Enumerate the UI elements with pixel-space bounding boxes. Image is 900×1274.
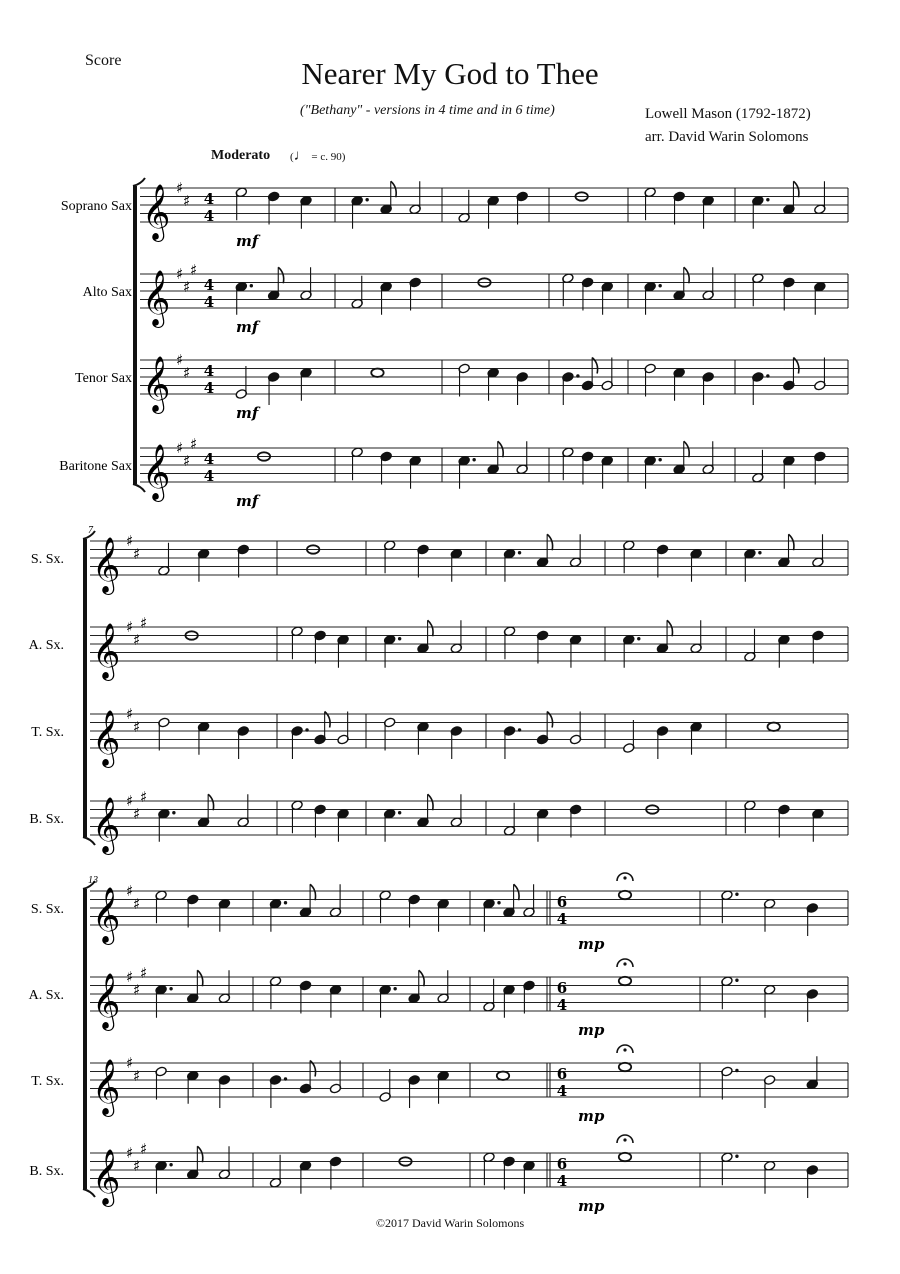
time-signature-denominator: 4 (203, 467, 215, 485)
eighth-flag (197, 1146, 202, 1162)
dot (518, 728, 521, 731)
time-signature-numerator: 4 (203, 276, 215, 294)
dot (735, 893, 738, 896)
eighth-flag (278, 267, 283, 283)
time-signature-numerator: 4 (203, 362, 215, 380)
time-signature-denominator: 4 (203, 207, 215, 225)
whole-note (497, 1072, 509, 1080)
sharp-icon: ♯ (126, 705, 134, 723)
instrument-label: T. Sx. (31, 1074, 64, 1089)
dynamic-marking: mp (578, 1107, 605, 1125)
sharp-icon: ♯ (183, 363, 191, 382)
dot (472, 458, 475, 461)
tempo-marking: (♩ = c. 90) (290, 148, 346, 164)
quarter-note-icon: ♩ (293, 148, 309, 164)
staff-4 (29, 788, 848, 855)
sharp-icon: ♯ (140, 613, 148, 632)
treble-clef-icon: 𝄞 (92, 1149, 121, 1205)
sharp-icon: ♯ (133, 894, 141, 913)
time-signature-denominator: 4 (203, 293, 215, 311)
system-2 (29, 525, 848, 855)
treble-clef-icon: 𝄞 (92, 537, 121, 593)
sharp-icon: ♯ (176, 179, 184, 197)
sharp-icon: ♯ (176, 351, 184, 369)
instrument-label: S. Sx. (30, 902, 64, 917)
staff-2 (83, 261, 848, 336)
eighth-flag (514, 884, 519, 900)
sharp-icon: ♯ (126, 618, 134, 636)
composer-credit: Lowell Mason (1792-1872) (645, 106, 811, 122)
eighth-flag (428, 620, 433, 636)
system-1 (59, 178, 848, 510)
sharp-icon: ♯ (126, 968, 134, 986)
eighth-flag (310, 884, 315, 900)
tempo-text: Moderato (211, 148, 271, 163)
instrument-label: A. Sx. (28, 988, 64, 1003)
copyright: ©2017 David Warin Solomons (375, 1216, 525, 1230)
dot (497, 901, 500, 904)
whole-note (619, 891, 631, 899)
sharp-icon: ♯ (126, 1054, 134, 1072)
time-signature-numerator: 6 (556, 979, 568, 997)
time-signature-denominator: 4 (556, 910, 568, 928)
eighth-flag (391, 181, 396, 197)
eighth-flag (208, 794, 213, 810)
dot (735, 979, 738, 982)
time-signature-numerator: 6 (556, 1155, 568, 1173)
eighth-flag (419, 970, 424, 986)
eighth-flag (684, 441, 689, 457)
time-signature-denominator: 4 (556, 1082, 568, 1100)
dot (305, 728, 308, 731)
system-3 (29, 873, 848, 1215)
eighth-flag (789, 534, 794, 550)
time-signature-numerator: 4 (203, 190, 215, 208)
whole-note (619, 1063, 631, 1071)
dot (518, 551, 521, 554)
dot (735, 1155, 738, 1158)
page-title: Nearer My God to Thee (301, 56, 599, 91)
sharp-icon: ♯ (133, 1066, 141, 1085)
dot (398, 637, 401, 640)
treble-clef-icon: 𝄞 (92, 887, 121, 943)
dot (735, 1069, 738, 1072)
treble-clef-icon: 𝄞 (142, 444, 171, 500)
fermata-dot (623, 876, 626, 879)
dot (169, 987, 172, 990)
whole-note (768, 723, 780, 731)
treble-clef-icon: 𝄞 (142, 184, 171, 240)
dot (758, 551, 761, 554)
dot (250, 284, 253, 287)
eighth-flag (428, 794, 433, 810)
instrument-label: Baritone Sax (59, 459, 132, 474)
dynamic-marking: mf (236, 318, 259, 336)
sharp-icon: ♯ (176, 439, 184, 457)
treble-clef-icon: 𝄞 (92, 623, 121, 679)
staff-1 (31, 532, 848, 595)
sharp-icon: ♯ (133, 1156, 141, 1175)
eighth-flag (793, 181, 798, 197)
sharp-icon: ♯ (140, 1139, 148, 1158)
treble-clef-icon: 𝄞 (142, 356, 171, 412)
staff-3 (31, 1045, 848, 1125)
dynamic-marking: mp (578, 1021, 605, 1039)
dot (658, 284, 661, 287)
score-label: Score (85, 52, 122, 69)
instrument-label: B. Sx. (29, 1164, 64, 1179)
staff-4 (59, 435, 848, 510)
staff-1 (61, 179, 848, 250)
staff-3 (75, 351, 848, 422)
staff-3 (31, 705, 848, 768)
treble-clef-icon: 𝄞 (92, 1059, 121, 1115)
arranger-credit: arr. David Warin Solomons (645, 129, 809, 145)
time-signature-numerator: 6 (556, 1065, 568, 1083)
instrument-label: B. Sx. (29, 812, 64, 827)
fermata-dot (623, 1138, 626, 1141)
sharp-icon: ♯ (126, 882, 134, 900)
whole-note (619, 1153, 631, 1161)
eighth-flag (667, 620, 672, 636)
dot (398, 811, 401, 814)
dynamic-marking: mf (236, 232, 259, 250)
dot (766, 198, 769, 201)
instrument-label: Soprano Sax (60, 199, 132, 214)
dot (393, 987, 396, 990)
treble-clef-icon: 𝄞 (92, 973, 121, 1029)
time-signature-numerator: 4 (203, 450, 215, 468)
sharp-icon: ♯ (133, 544, 141, 563)
sharp-icon: ♯ (126, 1144, 134, 1162)
bar-number: 13 (88, 875, 98, 886)
time-signature-denominator: 4 (556, 996, 568, 1014)
sharp-icon: ♯ (140, 787, 148, 806)
fermata-dot (623, 1048, 626, 1051)
dot (576, 374, 579, 377)
dot (172, 811, 175, 814)
sharp-icon: ♯ (126, 792, 134, 810)
dot (284, 901, 287, 904)
eighth-flag (547, 534, 552, 550)
sharp-icon: ♯ (133, 630, 141, 649)
staff-2 (29, 959, 848, 1039)
instrument-label: A. Sx. (28, 638, 64, 653)
instrument-label: Tenor Sax (75, 371, 132, 386)
sharp-icon: ♯ (133, 980, 141, 999)
eighth-flag (684, 267, 689, 283)
staff-4 (29, 1135, 848, 1215)
sharp-icon: ♯ (176, 265, 184, 283)
staff-1 (31, 873, 848, 953)
time-signature-denominator: 4 (203, 379, 215, 397)
dot (637, 637, 640, 640)
dot (658, 458, 661, 461)
whole-note (619, 977, 631, 985)
sharp-icon: ♯ (183, 191, 191, 210)
eighth-flag (197, 970, 202, 986)
dynamic-marking: mf (236, 404, 259, 422)
treble-clef-icon: 𝄞 (142, 270, 171, 326)
staff-2 (29, 614, 848, 681)
instrument-label: T. Sx. (31, 725, 64, 740)
time-signature-numerator: 6 (556, 893, 568, 911)
tempo-value: = c. 90 (311, 151, 342, 163)
sharp-icon: ♯ (133, 717, 141, 736)
eighth-flag (498, 441, 503, 457)
dot (766, 374, 769, 377)
dot (169, 1163, 172, 1166)
instrument-label: Alto Sax (82, 285, 132, 300)
sharp-icon: ♯ (183, 451, 191, 470)
sharp-icon: ♯ (133, 804, 141, 823)
subtitle: ("Bethany" - versions in 4 time and in 6 time) (300, 103, 555, 118)
treble-clef-icon: 𝄞 (92, 797, 121, 853)
sharp-icon: ♯ (190, 260, 198, 279)
fermata-dot (623, 962, 626, 965)
dot (365, 198, 368, 201)
bar-number: 7 (88, 525, 93, 536)
dynamic-marking: mf (236, 492, 259, 510)
sharp-icon: ♯ (126, 532, 134, 550)
sharp-icon: ♯ (140, 963, 148, 982)
instrument-label: S. Sx. (30, 552, 64, 567)
sharp-icon: ♯ (183, 277, 191, 296)
time-signature-denominator: 4 (556, 1172, 568, 1190)
dynamic-marking: mp (578, 935, 605, 953)
sharp-icon: ♯ (190, 434, 198, 453)
dot (284, 1077, 287, 1080)
whole-note (371, 369, 383, 377)
treble-clef-icon: 𝄞 (92, 710, 121, 766)
dynamic-marking: mp (578, 1197, 605, 1215)
